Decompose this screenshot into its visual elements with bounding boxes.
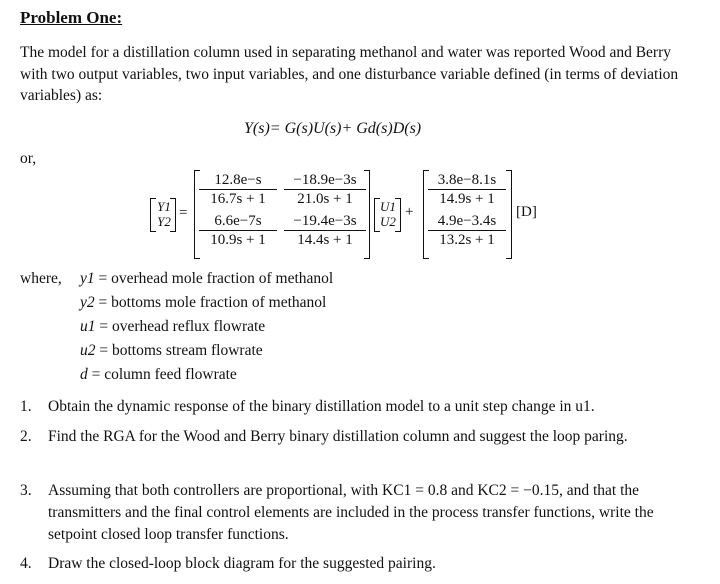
g21-fraction <box>199 213 277 249</box>
g11-den: 16.7s + 1 <box>210 191 266 207</box>
question-number: 1. <box>20 398 32 415</box>
gd-right-bracket <box>506 170 512 259</box>
u2: U2 <box>380 214 396 229</box>
question-text: Assuming that both controllers are proportional, with KC1 = 0.8 and KC2 = −0.15, and that the transmitters and the final control elements are included in the process transfer functions, write the setpoint closed loop transfer functions. <box>48 482 654 543</box>
definition-row <box>80 294 326 312</box>
question-1 <box>20 396 670 418</box>
g22-den: 14.4s + 1 <box>297 232 353 248</box>
g12-den: 21.0s + 1 <box>297 191 353 207</box>
definition-symbol: y1 <box>80 270 95 287</box>
plus-sign: + <box>405 204 414 220</box>
u1: U1 <box>380 199 396 214</box>
definition-text: = overhead mole fraction of methanol <box>98 270 334 287</box>
question-3 <box>20 480 670 546</box>
problem-heading: Problem One: <box>20 8 123 27</box>
where-label: where, <box>20 270 62 287</box>
intro-paragraph: The model for a distillation column used in separating methanol and water was reported Wood and Berry with two output variables, two input variables, and one disturbance variable defined (in terms of deviation variables) as: <box>20 44 679 104</box>
definition-row <box>80 342 263 360</box>
definition-text: = bottoms mole fraction of methanol <box>98 294 327 311</box>
disturbance-vector: [D] <box>516 204 537 220</box>
question-number: 4. <box>20 555 32 572</box>
definition-symbol: u1 <box>80 318 96 335</box>
definition-text: = column feed flowrate <box>91 366 237 383</box>
d1-num: 3.8e−8.1s <box>428 172 506 190</box>
g21-num: 6.6e−7s <box>199 213 277 231</box>
g12-num: −18.9e−3s <box>284 172 366 190</box>
question-4 <box>20 553 670 575</box>
definition-symbol: d <box>80 366 88 383</box>
or-label: or, <box>20 150 37 167</box>
g-right-bracket <box>364 170 370 259</box>
g22-fraction <box>284 213 366 249</box>
d2-fraction <box>428 213 506 249</box>
definition-row <box>80 270 333 288</box>
definition-symbol: y2 <box>80 294 95 311</box>
question-number: 3. <box>20 482 32 499</box>
g11-fraction <box>199 172 277 208</box>
definition-text: = overhead reflux flowrate <box>99 318 266 335</box>
question-text: Obtain the dynamic response of the binary distillation model to a unit step change in u1. <box>48 398 595 415</box>
question-text: Find the RGA for the Wood and Berry binary distillation column and suggest the loop paring. <box>48 428 628 445</box>
definition-row <box>80 318 265 336</box>
equals-sign: = <box>179 205 188 221</box>
d1-fraction <box>428 172 506 208</box>
d2-num: 4.9e−3.4s <box>428 213 506 231</box>
g22-num: −19.4e−3s <box>284 213 366 231</box>
definition-row <box>80 366 237 384</box>
definition-text: = bottoms stream flowrate <box>99 342 263 359</box>
g12-fraction <box>284 172 366 208</box>
question-2 <box>20 426 670 448</box>
u-right-bracket <box>395 198 401 232</box>
g11-num: 12.8e−s <box>199 172 277 190</box>
d1-den: 14.9s + 1 <box>439 191 495 207</box>
definition-symbol: u2 <box>80 342 96 359</box>
question-number: 2. <box>20 428 32 445</box>
lhs-y1: Y1 <box>157 199 171 214</box>
g21-den: 10.9s + 1 <box>210 232 266 248</box>
question-text: Draw the closed-loop block diagram for the suggested pairing. <box>48 555 436 572</box>
d2-den: 13.2s + 1 <box>439 232 495 248</box>
lhs-y2: Y2 <box>157 214 171 229</box>
model-equation: Y(s)= G(s)U(s)+ Gd(s)D(s) <box>244 120 422 137</box>
lhs-right-bracket <box>170 198 176 232</box>
